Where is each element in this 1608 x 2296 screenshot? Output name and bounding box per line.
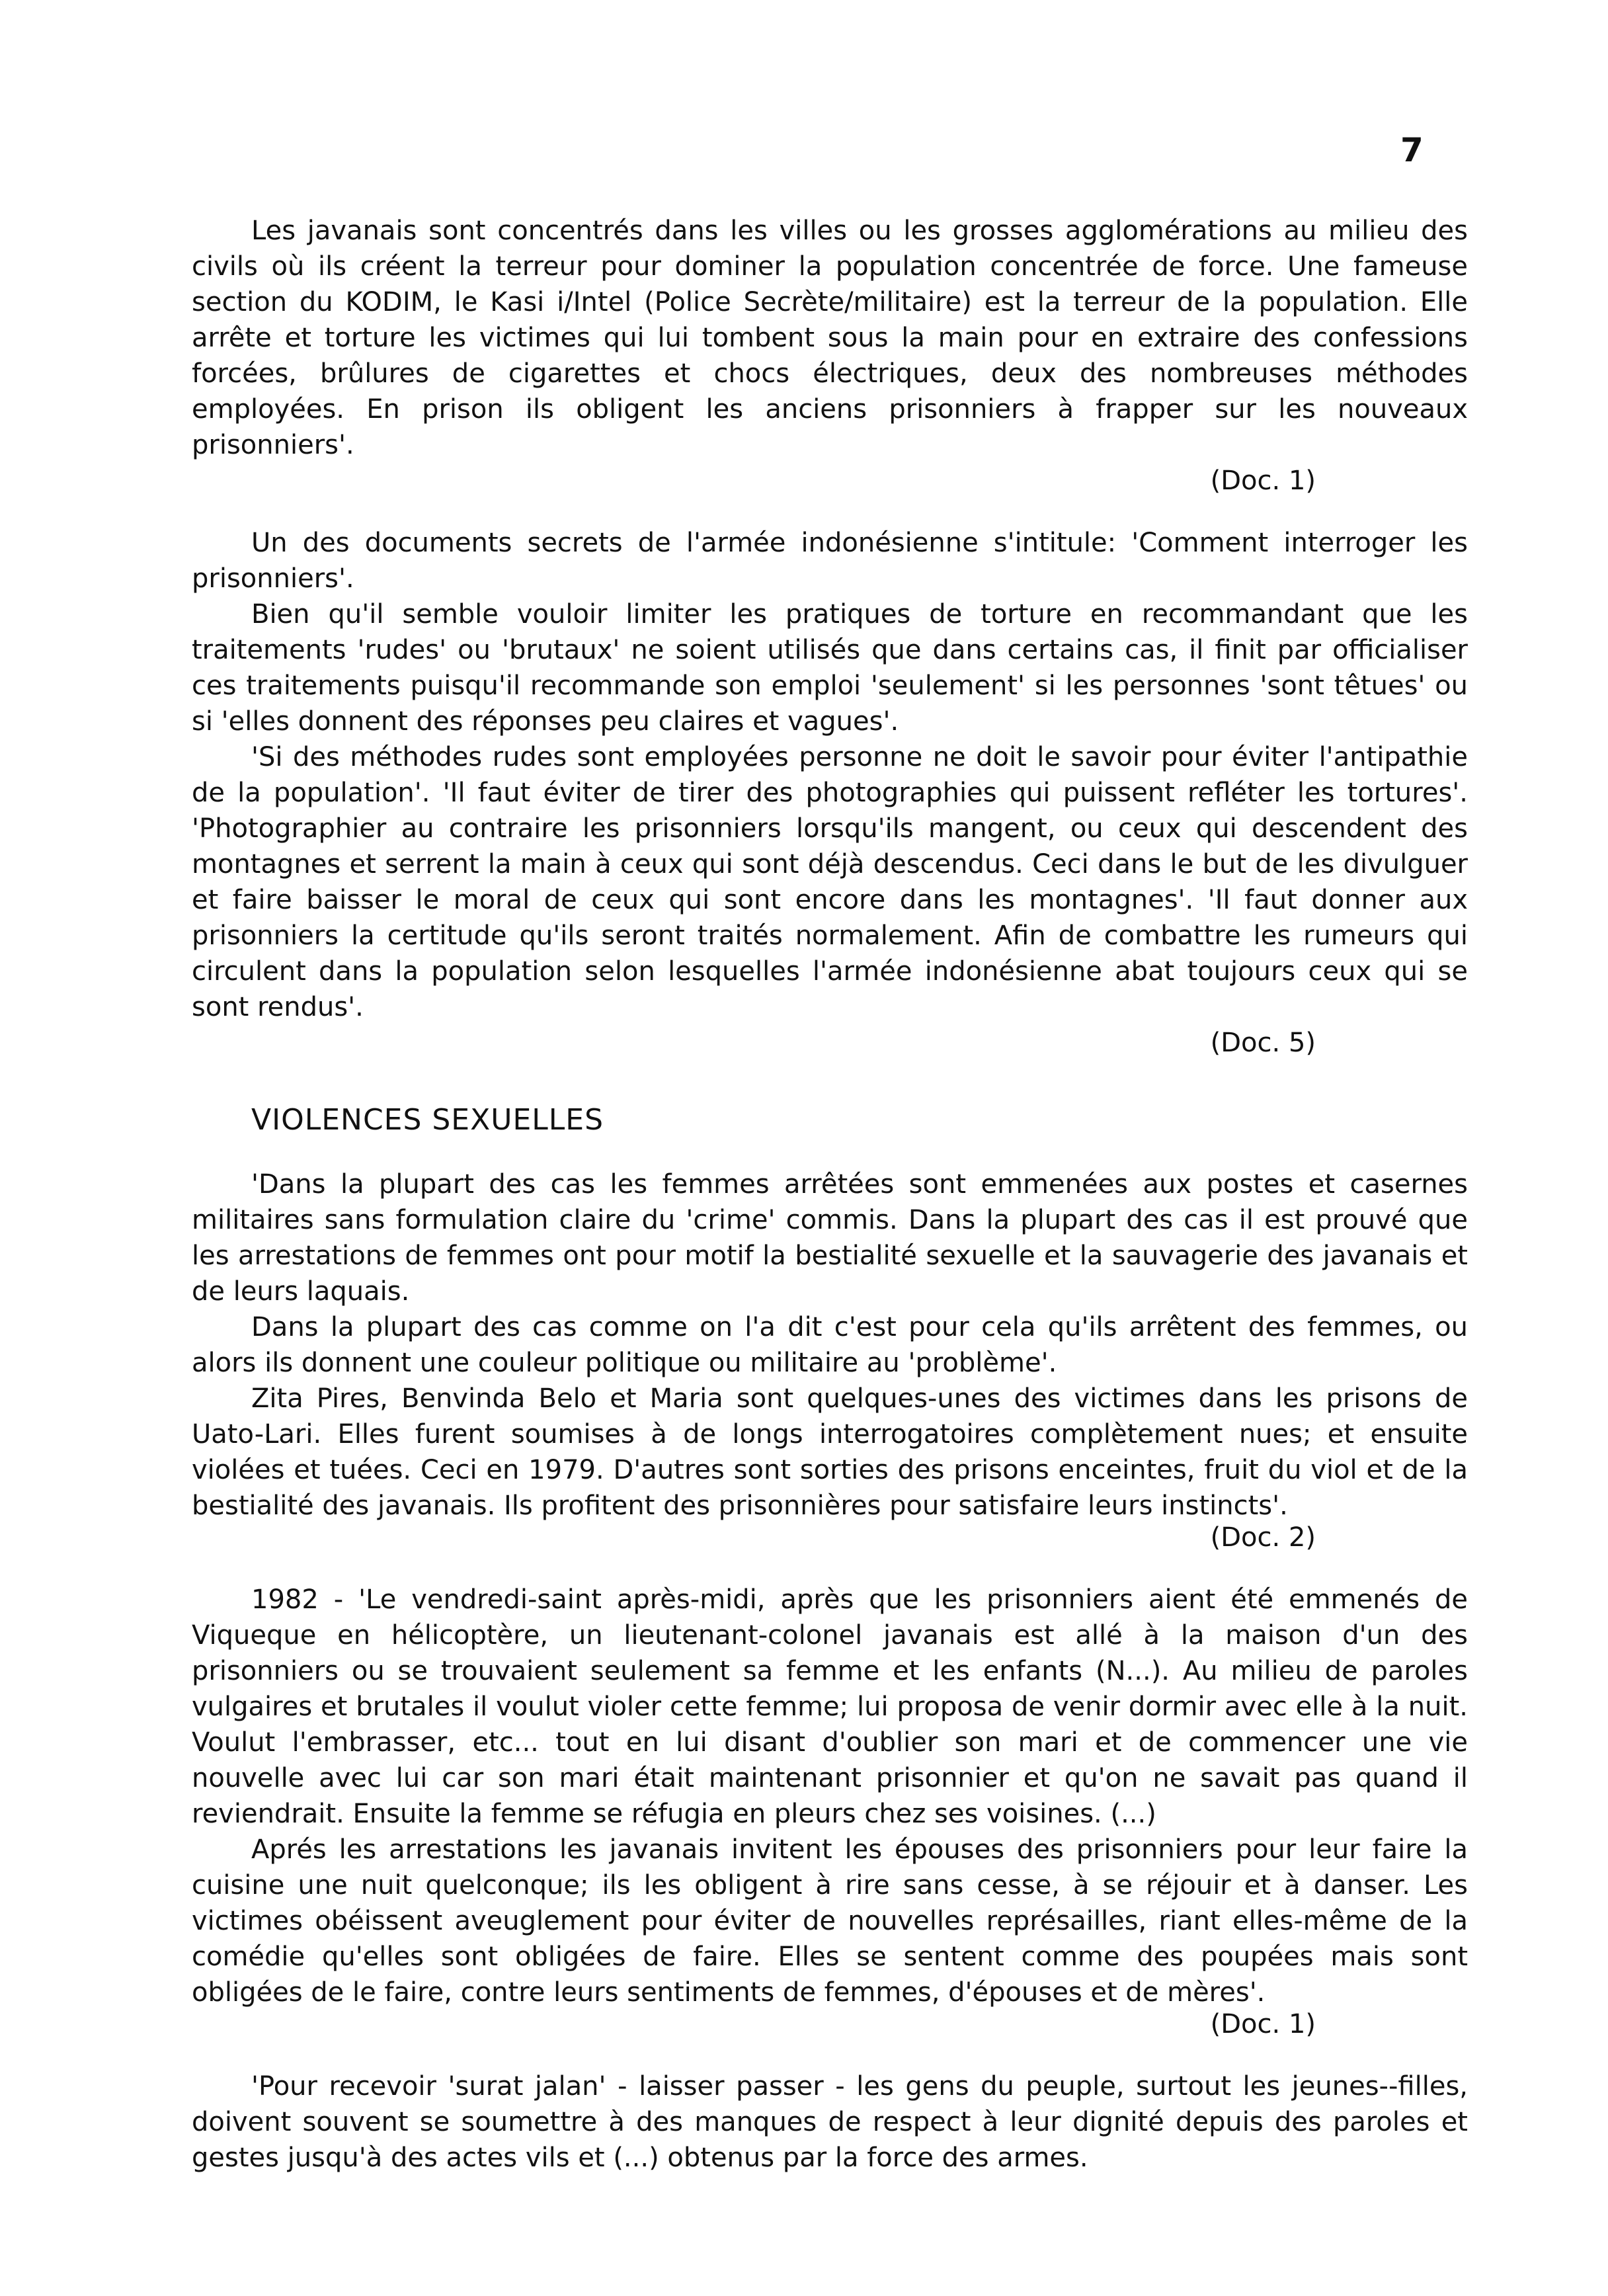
document-body (192, 213, 1468, 2176)
paragraph-victimes-uato-lari: Zita Pires, Benvinda Belo et Maria sont quelques-unes des victimes dans les prisons de Uato-Lari. Elles furent soumises à de longs interrogatoires complètement nues; et ensuite violées et tuées. Ceci en 1979. D'autres sont sorties des prisons enceintes, fruit du viol et de la bestialité des javanais. Ils profitent des prisonnières pour satisfaire leurs instincts'. (192, 1383, 1468, 1521)
doc-reference: (Doc. 5) (1210, 1028, 1316, 1058)
paragraph-vendredi-saint: 1982 - 'Le vendredi-saint après-midi, après que les prisonniers aient été emmenés de Viqueque en hélicoptère, un lieutenant-colonel javanais est allé à la maison d'un des prisonniers ou se trouvaient seulement sa femme et les enfants (N...). Au milieu de paroles vulgaires et brutales il voulut violer cette femme; lui proposa de venir dormir avec elle à la nuit. Voulut l'embrasser, etc... tout en lui disant d'oublier son mari et de commencer une vie nouvelle avec lui car son mari était maintenant prisonnier et qu'on ne savait pas quand il reviendrait. Ensuite la femme se réfugia en pleurs chez ses voisines. (...) (192, 1584, 1468, 1829)
paragraph-javanais-terreur: Les javanais sont concentrés dans les villes ou les grosses agglomérations au milieu des civils où ils créent la terreur pour dominer la population concentrée de force. Une fameuse section du KODIM, le Kasi i/Intel (Police Secrète/militaire) est la terreur de la population. Elle arrête et torture les victimes qui lui tombent sous la main pour en extraire des confessions forcées, brûlures de cigarettes et chocs électriques, deux des nombreuses méthodes employées. En prison ils obligent les anciens prisonniers à frapper sur les nouveaux prisonniers'. (192, 216, 1468, 460)
paragraph-traitements-rudes: Bien qu'il semble vouloir limiter les pratiques de torture en recommandant que les traitements 'rudes' ou 'brutaux' ne soient utilisés que dans certains cas, il finit par officialiser ces traitements puisqu'il recommande son emploi 'seulement' si les personnes 'sont têtues' ou si 'elles donnent des réponses peu claires et vagues'. (192, 599, 1468, 737)
paragraph-femmes-arretees: 'Dans la plupart des cas les femmes arrêtées sont emmenées aux postes et casernes militaires sans formulation claire du 'crime' commis. Dans la plupart des cas il est prouvé que les arrestations de femmes ont pour motif la bestialité sexuelle et la sauvagerie des javanais et de leurs laquais. (192, 1169, 1468, 1307)
paragraph-documents-secrets: Un des documents secrets de l'armée indonésienne s'intitule: 'Comment interroger les prisonniers'. (192, 528, 1468, 594)
paragraph-epouses-prisonniers: Aprés les arrestations les javanais invitent les épouses des prisonniers pour leur faire la cuisine une nuit quelconque; ils les obligent à rire sans cesse, à se réjouir et à danser. Les victimes obéissent aveuglement pour éviter de nouvelles représailles, riant elles-même de la comédie qu'elles sont obligées de faire. Elles se sentent comme des poupées mais sont obligées de le faire, contre leurs sentiments de femmes, d'épouses et de mères'. (192, 1834, 1468, 2008)
paragraph-couleur-politique: Dans la plupart des cas comme on l'a dit c'est pour cela qu'ils arrêtent des femmes, ou alors ils donnent une couleur politique ou militaire au 'problème'. (192, 1312, 1468, 1378)
doc-reference: (Doc. 2) (1210, 1522, 1316, 1553)
doc-reference: (Doc. 1) (1210, 2009, 1316, 2039)
page-number: 7 (1400, 131, 1424, 169)
paragraph-methodes-rudes: 'Si des méthodes rudes sont employées personne ne doit le savoir pour éviter l'antipathie de la population'. 'Il faut éviter de tirer des photographies qui puissent refléter les tortures'. 'Photographier au contraire les prisonniers lorsqu'ils mangent, ou ceux qui descendent des montagnes et serrent la main à ceux qui sont déjà descendus. Ceci dans le but de les divulguer et faire baisser le moral de ceux qui sont encore dans les montagnes'. 'Il faut donner aux prisonniers la certitude qu'ils seront traités normalement. Afin de combattre les rumeurs qui circulent dans la population selon lesquelles l'armée indonésienne abat toujours ceux qui se sont rendus'. (192, 742, 1468, 1022)
paragraph-surat-jalan: 'Pour recevoir 'surat jalan' - laisser passer - les gens du peuple, surtout les jeunes--filles, doivent souvent se soumettre à des manques de respect à leur dignité depuis des paroles et gestes jusqu'à des actes vils et (...) obtenus par la force des armes. (192, 2071, 1468, 2173)
section-heading: VIOLENCES SEXUELLES (251, 1103, 604, 1137)
doc-reference: (Doc. 1) (1210, 466, 1316, 496)
